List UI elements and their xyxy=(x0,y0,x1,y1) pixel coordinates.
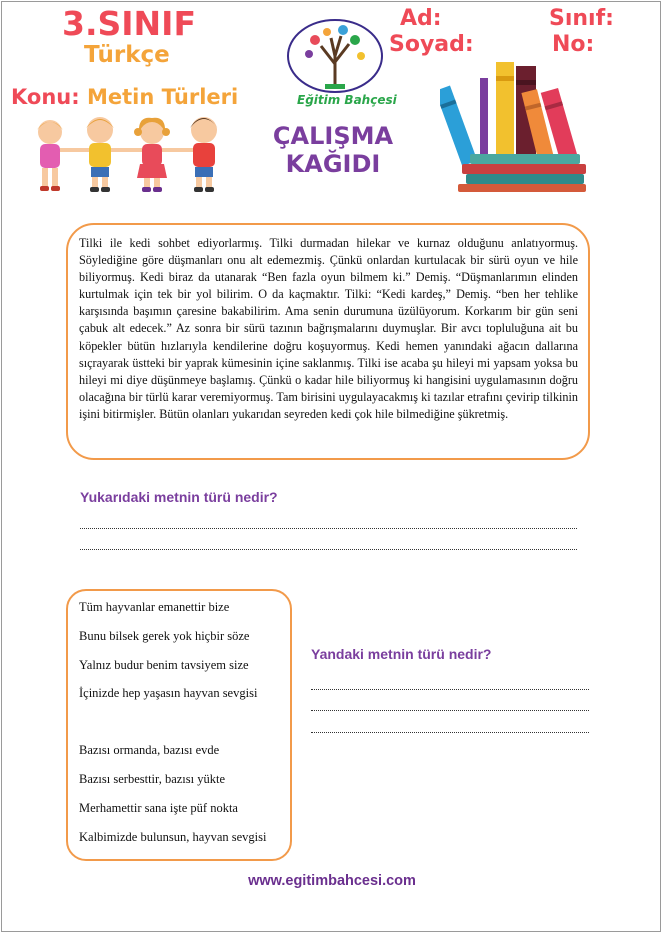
story-box xyxy=(66,223,590,460)
grade-title: 3.SINIF xyxy=(62,4,196,43)
answer-line-2b[interactable] xyxy=(311,710,589,711)
question-1: Yukarıdaki metnin türü nedir? xyxy=(80,489,278,505)
answer-line-2a[interactable] xyxy=(311,689,589,690)
logo-text: Eğitim Bahçesi xyxy=(297,93,397,107)
worksheet-title-line2: KAĞIDI xyxy=(285,150,381,178)
poem-line: Yalnız budur benim tavsiyem size xyxy=(79,658,249,672)
poem-line: Bazısı ormanda, bazısı evde xyxy=(79,743,220,757)
answer-line-1b[interactable] xyxy=(80,549,577,550)
subject-title: Türkçe xyxy=(84,42,170,68)
children-illustration xyxy=(28,112,234,196)
worksheet-title xyxy=(263,122,403,178)
answer-line-1a[interactable] xyxy=(80,528,577,529)
surname-label: Soyad: xyxy=(389,32,474,57)
poem-line: Merhamettir sana işte püf nokta xyxy=(79,801,238,815)
tree-logo xyxy=(285,16,385,96)
number-label: No: xyxy=(552,32,595,57)
class-label: Sınıf: xyxy=(549,6,614,31)
worksheet-title-line1: ÇALIŞMA xyxy=(272,122,394,150)
answer-line-2c[interactable] xyxy=(311,732,589,733)
poem-line: İçinizde hep yaşasın hayvan sevgisi xyxy=(79,686,258,700)
poem-line: Bunu bilsek gerek yok hiçbir söze xyxy=(79,629,250,643)
topic-label: Konu: xyxy=(11,85,80,109)
poem-line: Bazısı serbesttir, bazısı yükte xyxy=(79,772,225,786)
story-text: Tilki ile kedi sohbet ediyorlarmış. Tilki durmadan hilekar ve kurnaz olduğunu anlatıyormuş. Söylediğine göre düşmanları onu alt edemezmiş. Çünkü onlardan kurtulacak bir sürü oyun ve hile biliyormuş. Kedi biraz da utanarak “Ben fazla oyun bilmem ki.” Demiş. “Düşmanlarımın elinden kurtulmak için tek bir yol bilirim. O da kaçmaktır. Tilki: “Kedi kardeş,” Demiş. “ben her tehlike karşısında başımın çaresine bakabilirim. Ama senin durumuna üzülüyorum. Korkarım bir gün seni çabuk alt edecek.” Az sonra bir sürü tazının bağrışmalarını duymuşlar. Bir avcı topluluğuna ait bu köpekler bütün hızlarıyla kendilerine doğru koşuyormuş. Kedi hemen yanındaki ağacın dallarına sıçrayarak üstteki bir yaprak kümesinin içine saklanmış. Tilki ise acaba şu hileyi mi yapsam yoksa bu hileyi mi diye düşünmeye başlamış. Çünkü o kadar hile biliyormuş ki hangisini uygulamasının doğru olacağına bir türlü karar veremiyormuş. Tam birisini uygulayacakmış ki tazılar etrafını çevirip tilkinin işini bitirmişler. Bütün olanları yukarıdan seyreden kedi çok hile bilmediğine şükretmiş. xyxy=(79,236,578,421)
topic xyxy=(11,85,238,109)
topic-value: Metin Türleri xyxy=(86,85,239,109)
books-illustration xyxy=(440,58,615,193)
name-label: Ad: xyxy=(400,6,442,31)
poem-line: Kalbimizde bulunsun, hayvan sevgisi xyxy=(79,830,267,844)
footer-website[interactable]: www.egitimbahcesi.com xyxy=(248,873,416,889)
question-2: Yandaki metnin türü nedir? xyxy=(311,646,492,662)
poem-line: Tüm hayvanlar emanettir bize xyxy=(79,600,230,614)
